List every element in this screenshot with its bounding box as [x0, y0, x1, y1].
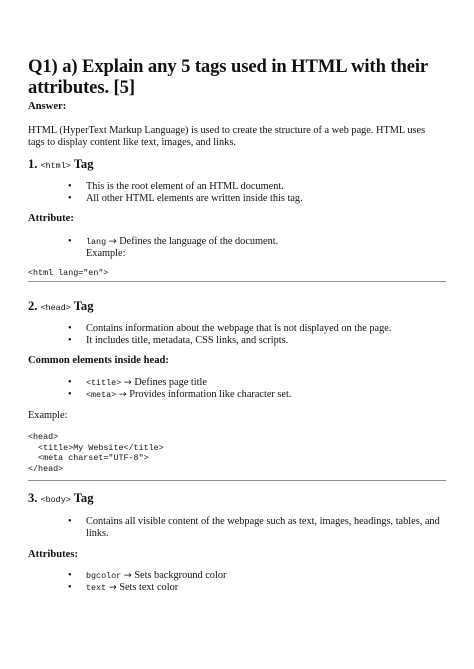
common-elements-label: Common elements inside head: [28, 355, 169, 366]
example-label: Example: [86, 248, 126, 260]
bullet-icon: • [68, 570, 72, 581]
list-item: • Contains all visible content of the webpage such as text, images, headings, tables, and links. [68, 516, 440, 540]
bullet-icon: • [68, 582, 72, 594]
section-body-bullets [68, 516, 440, 541]
list-item: • This is the root element of an HTML document. [68, 181, 284, 192]
section-divider [28, 281, 446, 282]
section-head-elements [68, 377, 440, 402]
tag-code: <body> [40, 495, 71, 505]
bullet-icon: • [68, 389, 72, 401]
intro-paragraph: HTML (HyperText Markup Language) is used to create the structure of a web page. HTML uses tags to display content like text, images, and links. [28, 125, 426, 149]
list-item: • <meta> → Provides information like character set. [68, 389, 292, 401]
list-item: • lang → Defines the language of the document. Example: [68, 236, 279, 260]
bullet-icon: • [68, 236, 72, 247]
arrow-icon: → [123, 377, 132, 388]
tag-word: Tag [73, 157, 94, 171]
bullet-icon: • [68, 377, 72, 388]
section-body-heading [28, 491, 94, 508]
list-item: • It includes title, metadata, CSS links, and scripts. [68, 335, 289, 347]
attribute-code: text [86, 583, 107, 594]
section-divider [28, 480, 446, 481]
code-example-html: <html lang="en"> [28, 268, 109, 278]
bullet-icon: • [68, 323, 72, 334]
bullet-icon: • [68, 193, 72, 205]
bullet-icon: • [68, 181, 72, 192]
example-label: Example: [28, 410, 68, 421]
answer-label: Answer: [28, 101, 67, 112]
attributes-label: Attributes: [28, 549, 79, 560]
attribute-code: lang [86, 237, 107, 247]
element-code: <meta> [86, 390, 117, 401]
tag-word: Tag [73, 491, 94, 505]
tag-word: Tag [73, 299, 94, 313]
arrow-icon: → [118, 389, 127, 401]
section-number: 2. [28, 299, 38, 313]
section-head-heading [28, 299, 94, 316]
section-html-bullets [68, 181, 440, 206]
list-item: • bgcolor → Sets background color [68, 570, 227, 581]
element-code: <title> [86, 378, 122, 388]
arrow-icon: → [108, 582, 117, 594]
arrow-icon: → [123, 570, 132, 581]
list-item: • text → Sets text color [68, 582, 179, 594]
section-body-attributes [68, 570, 440, 595]
section-html-attributes [68, 236, 440, 261]
tag-code: <html> [40, 161, 71, 171]
list-item: • <title> → Defines page title [68, 377, 207, 388]
code-example-head: <head> <title>My Website</title> <meta charset="UTF-8"> </head> [28, 432, 164, 474]
section-number: 1. [28, 157, 38, 171]
attribute-label: Attribute: [28, 213, 74, 224]
list-item: • Contains information about the webpage that is not displayed on the page. [68, 323, 392, 334]
bullet-icon: • [68, 335, 72, 347]
attribute-code: bgcolor [86, 571, 122, 581]
list-item: • All other HTML elements are written inside this tag. [68, 193, 303, 205]
tag-code: <head> [40, 303, 71, 313]
arrow-icon: → [108, 236, 117, 247]
section-head-bullets [68, 323, 440, 348]
section-html-heading [28, 157, 94, 174]
bullet-icon: • [68, 516, 72, 527]
section-number: 3. [28, 491, 38, 505]
question-title: Q1) a) Explain any 5 tags used in HTML with their attributes. [5] [28, 56, 428, 98]
